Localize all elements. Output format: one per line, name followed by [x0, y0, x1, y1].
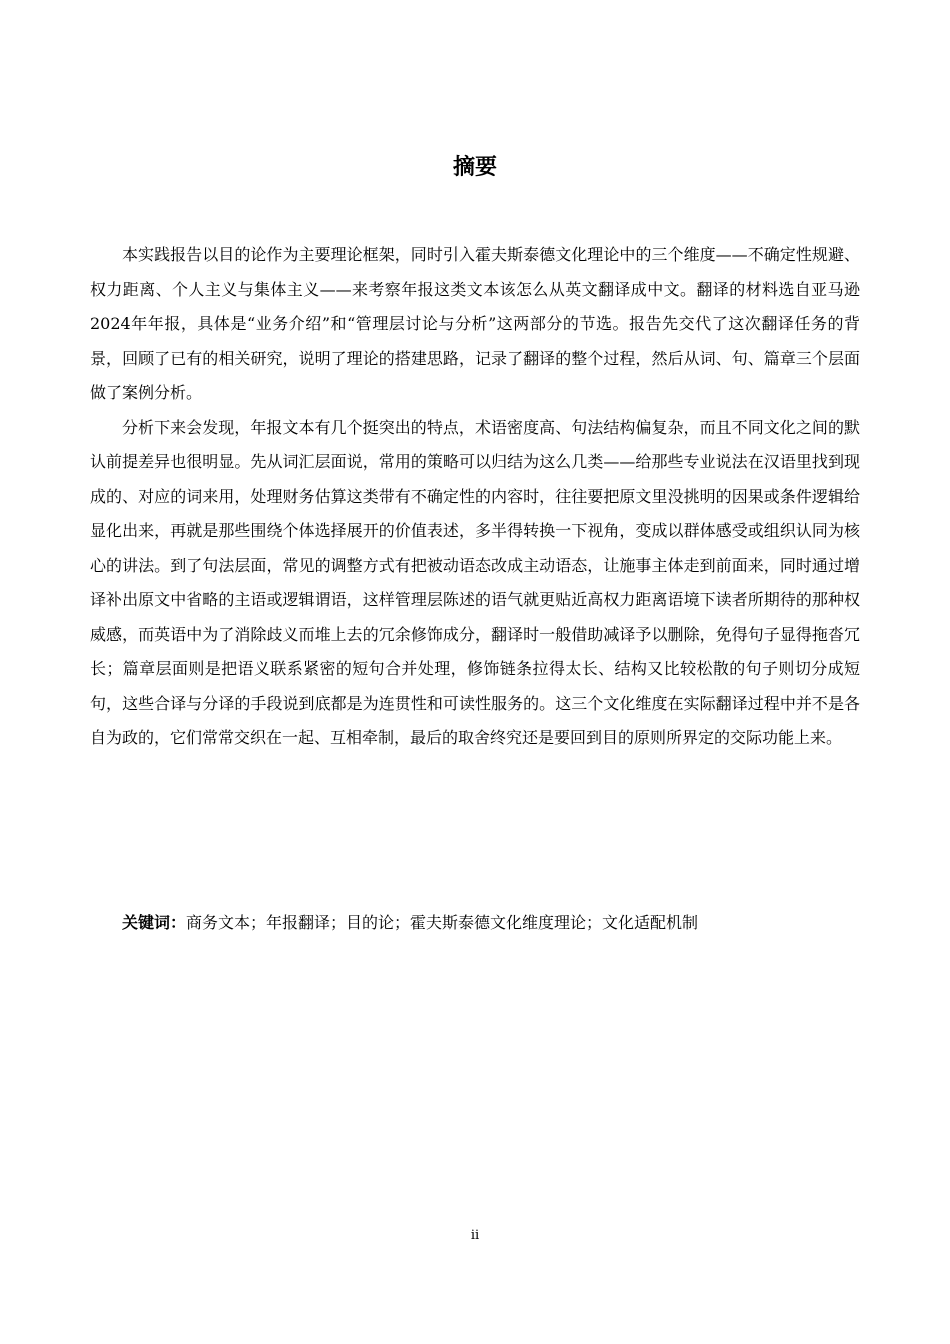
abstract-paragraph-1: 本实践报告以目的论作为主要理论框架，同时引入霍夫斯泰德文化理论中的三个维度——不确定性规避、权力距离、个人主义与集体主义——来考察年报这类文本该怎么从英文翻译成中文。翻译的材料选自亚马逊2024年年报，具体是“业务介绍”和“管理层讨论与分析”这两部分的节选。报告先交代了这次翻译任务的背景，回顾了已有的相关研究，说明了理论的搭建思路，记录了翻译的整个过程，然后从词、句、篇章三个层面做了案例分析。: [90, 245, 860, 402]
keywords-text: 商务文本；年报翻译；目的论；霍夫斯泰德文化维度理论；文化适配机制: [186, 913, 699, 932]
abstract-body: [90, 238, 860, 756]
abstract-paragraph-2: 分析下来会发现，年报文本有几个挺突出的特点，术语密度高、句法结构偏复杂，而且不同文化之间的默认前提差异也很明显。先从词汇层面说，常用的策略可以归结为这么几类——给那些专业说法在汉语里找到现成的、对应的词来用，处理财务估算这类带有不确定性的内容时，往往要把原文里没挑明的因果或条件逻辑给显化出来，再就是那些围绕个体选择展开的价值表述，多半得转换一下视角，变成以群体感受或组织认同为核心的讲法。到了句法层面，常见的调整方式有把被动语态改成主动语态，让施事主体走到前面来，同时通过增译补出原文中省略的主语或逻辑谓语，这样管理层陈述的语气就更贴近高权力距离语境下读者所期待的那种权威感，而英语中为了消除歧义而堆上去的冗余修饰成分，翻译时一般借助减译予以删除，免得句子显得拖沓冗长；篇章层面则是把语义联系紧密的短句合并处理，修饰链条拉得太长、结构又比较松散的句子则切分成短句，这些合译与分译的手段说到底都是为连贯性和可读性服务的。这三个文化维度在实际翻译过程中并不是各自为政的，它们常常交织在一起、互相牵制，最后的取舍终究还是要回到目的原则所界定的交际功能上来。: [90, 417, 860, 747]
page-number: ii: [470, 1228, 480, 1243]
abstract-title: 摘要: [452, 155, 497, 180]
keywords-label: 关键词：: [122, 913, 187, 932]
keywords-line: [122, 906, 862, 940]
